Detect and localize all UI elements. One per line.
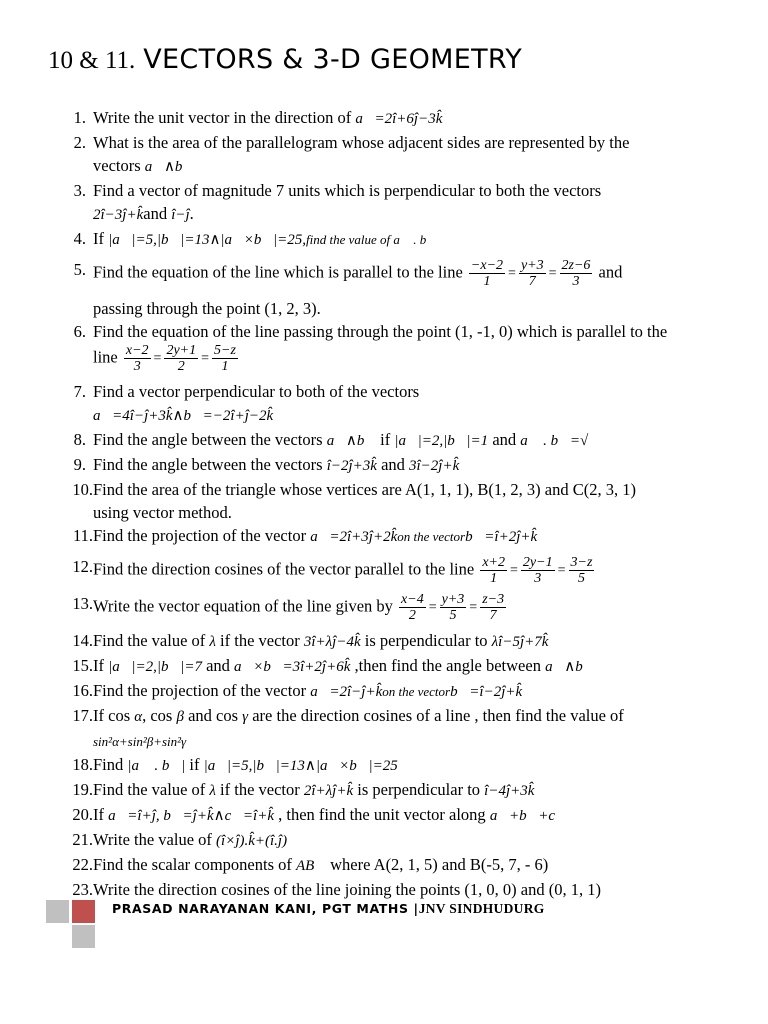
question-text: if the vector — [215, 631, 304, 650]
math-expression: λî−5ĵ+7k̂ — [491, 634, 549, 650]
question-text: Find the direction cosines of the vector parallel to the line — [93, 559, 479, 579]
math-expression: 3î−2ĵ+k̂ — [409, 458, 460, 474]
question-text: Find the projection of the vector — [93, 681, 311, 700]
footer-separator: | — [408, 901, 419, 916]
denominator: 5 — [577, 571, 585, 586]
chapter-title: VECTORS & 3-D GEOMETRY — [143, 44, 523, 75]
question-15 — [0, 654, 740, 679]
math-expression: γ — [242, 709, 249, 725]
question-text: and — [488, 430, 521, 449]
numerator: −x−2 — [470, 258, 504, 273]
numerator: 5−z — [214, 343, 236, 358]
question-number: 22. — [72, 855, 93, 874]
question-number: 6. — [73, 322, 86, 341]
question-text: and — [376, 455, 410, 474]
numerator: x−4 — [401, 592, 424, 607]
math-expression: a⃗∧b⃗ — [326, 433, 377, 449]
math-expression: a⃗=2î+3ĵ+2k̂ — [310, 529, 398, 545]
math-expression: |a⃗|=5,|b⃗|=13∧|a⃗×b⃗|=25, — [108, 232, 307, 248]
footer-credit — [112, 901, 545, 917]
question-text: Find the equation of the line which is parallel to the line — [93, 262, 467, 282]
question-number: 16. — [72, 681, 93, 700]
numerator: x−2 — [125, 343, 149, 358]
math-expression: b⃗=î−2ĵ+k̂ — [450, 684, 523, 700]
question-text: If — [93, 229, 109, 248]
question-text: Find the area of the triangle whose vertices are A(1, 1, 1), B(1, 2, 3) and C(2, 3, 1) — [93, 480, 636, 499]
question-text: where A(2, 1, 5) and B(-5, 7, - 6) — [326, 855, 549, 874]
question-text: if — [376, 430, 395, 449]
math-expression: a⃗∧b⃗ — [144, 159, 195, 175]
question-1 — [0, 106, 740, 131]
math-expression: |a⃗|=5,|b⃗|=13∧|a⃗×b⃗|=25 — [203, 758, 398, 774]
math-expression: β — [176, 709, 184, 725]
question-4 — [0, 227, 740, 252]
question-text: Find the value of — [93, 631, 210, 650]
numerator: 2z−6 — [561, 258, 591, 273]
chapter-number: 10 & 11. — [48, 47, 136, 74]
math-expression: a⃗=î+ĵ, b⃗=ĵ+k̂∧c⃗=î+k̂ — [108, 808, 274, 824]
numerator: y+3 — [520, 258, 544, 273]
math-expression: b⃗=î+2ĵ+k̂ — [465, 529, 538, 545]
math-expression: |a⃗|=2,|b⃗|=7 — [108, 659, 202, 675]
question-8 — [0, 428, 740, 453]
footer-grey-square-icon — [46, 900, 69, 923]
question-text: , cos — [142, 706, 177, 725]
math-expression: a⃗×b⃗=3î+2ĵ+6k̂ — [234, 659, 351, 675]
question-2 — [0, 131, 740, 179]
numerator: 2y−1 — [522, 555, 553, 570]
numerator: z−3 — [482, 592, 505, 607]
denominator: 7 — [528, 274, 536, 289]
fraction — [164, 343, 198, 374]
question-text: Find the angle between the vectors — [93, 455, 327, 474]
question-number: 14. — [72, 631, 93, 650]
math-expression: λ — [209, 783, 216, 799]
question-text: passing through the point (1, 2, 3). — [93, 299, 321, 318]
question-number: 1. — [73, 108, 86, 127]
fraction — [399, 592, 426, 623]
footer-red-square-icon — [72, 900, 95, 923]
footer-school: JNV SINDHUDURG — [418, 901, 545, 916]
numerator: y+3 — [441, 592, 465, 607]
question-text: If — [93, 805, 109, 824]
math-expression: a⃗=4î−ĵ+3k̂∧b⃗=−2î+ĵ−2k̂ — [93, 408, 274, 424]
question-text: Find the scalar components of — [93, 855, 296, 874]
fraction — [212, 343, 238, 374]
question-text: line — [93, 347, 122, 367]
question-6: 6. Find the equation of the line passing through the point (1, -1, 0) which is parallel to the line $\frac{x-2}{3}$ = $\frac{2y+1}{2}$ = $\frac{5-z}{1}$ — [0, 320, 740, 374]
math-expression: 2î+λĵ+k̂ — [303, 783, 354, 799]
question-number: 10. — [72, 480, 93, 499]
question-text: are the direction cosines of a line , then find the value of — [248, 706, 624, 725]
math-small-text: find the value of a⃗ . b⃗ — [306, 232, 437, 247]
question-text: . — [189, 204, 194, 223]
question-text: if — [185, 755, 204, 774]
question-text: and — [594, 262, 623, 282]
question-18 — [0, 753, 740, 778]
question-text: is perpendicular to — [360, 631, 492, 650]
question-20 — [0, 803, 740, 828]
question-text: Find a vector perpendicular to both of the vectors — [93, 382, 420, 401]
denominator: 5 — [449, 608, 457, 623]
numerator: x+2 — [482, 555, 506, 570]
math-expression: a⃗=2î−ĵ+k̂ — [310, 684, 383, 700]
question-text: Find the equation of the line passing through the point (1, -1, 0) which is parallel to the — [93, 322, 668, 341]
question-14 — [0, 623, 740, 654]
question-number: 18. — [72, 755, 93, 774]
denominator: 3 — [133, 359, 141, 374]
denominator: 3 — [572, 274, 580, 289]
math-expression: |a⃗ . b⃗| — [127, 758, 186, 774]
math-expression: a⃗∧b⃗ — [545, 659, 595, 675]
footer-grey-square-lower-icon — [72, 925, 95, 948]
math-expression: |a⃗|=2,|b⃗|=1 — [394, 433, 489, 449]
question-text: Write the unit vector in the direction of — [93, 108, 356, 127]
math-expression: (î×ĵ).k̂+(î.ĵ) — [216, 833, 288, 849]
denominator: 1 — [483, 274, 491, 289]
question-text: using vector method. — [93, 503, 232, 522]
fraction — [519, 258, 546, 289]
question-12: 12. Find the direction cosines of the vector parallel to the line $\frac{x+2}{1}$ = $\frac{2y-1}{3}$ = $\frac{3-z}{5}$ — [0, 549, 740, 586]
math-expression: î−4ĵ+3k̂ — [484, 783, 535, 799]
question-text: and cos — [183, 706, 243, 725]
question-text: ,then find the angle between — [350, 656, 546, 675]
denominator: 2 — [177, 359, 185, 374]
math-small-text: on the vector — [382, 684, 451, 699]
question-text: If — [93, 656, 109, 675]
question-number: 8. — [73, 430, 86, 449]
question-text: is perpendicular to — [353, 780, 485, 799]
question-text: Write the direction cosines of the line joining the points (1, 0, 0) and (0, 1, 1) — [93, 880, 601, 899]
fraction — [469, 258, 505, 289]
question-number: 12. — [72, 557, 93, 576]
denominator: 3 — [534, 571, 542, 586]
question-11 — [0, 524, 740, 549]
question-text: Find the angle between the vectors — [93, 430, 327, 449]
fraction — [560, 258, 593, 289]
question-text: Write the value of — [93, 830, 217, 849]
question-number: 2. — [73, 133, 86, 152]
math-expression: 3î+λĵ−4k̂ — [303, 634, 361, 650]
math-expression: a⃗=2î+6ĵ−3k̂ — [355, 111, 443, 127]
math-expression: a⃗ . b⃗=√❑ — [520, 433, 600, 449]
question-number: 9. — [73, 455, 86, 474]
footer-author: PRASAD NARAYANAN KANI, PGT MATHS — [112, 901, 409, 916]
question-10 — [0, 478, 740, 524]
fraction — [124, 343, 151, 374]
question-text: and — [201, 656, 235, 675]
question-number: 3. — [73, 181, 86, 200]
math-small-text: on the vector — [397, 529, 466, 544]
math-expression: λ — [209, 634, 216, 650]
question-19 — [0, 778, 740, 803]
question-text: Find the projection of the vector — [93, 526, 311, 545]
question-number: 19. — [72, 780, 93, 799]
question-text: Find — [93, 755, 128, 774]
question-number: 15. — [72, 656, 93, 675]
question-text: Find the value of — [93, 780, 210, 799]
question-number: 5. — [73, 260, 86, 279]
question-text: and — [143, 204, 172, 223]
question-number: 4. — [73, 229, 86, 248]
question-9 — [0, 453, 740, 478]
question-text: Write the vector equation of the line given by — [93, 596, 398, 616]
numerator: 2y+1 — [166, 343, 197, 358]
fraction — [569, 555, 595, 586]
question-number: 21. — [72, 830, 93, 849]
question-text: vectors — [93, 156, 145, 175]
denominator: 1 — [490, 571, 498, 586]
question-13: 13. Write the vector equation of the line given by $\frac{x-4}{2}$ = $\frac{y+3}{5}$ = $\frac{z-3}{7}$ — [0, 586, 740, 623]
fraction — [440, 592, 467, 623]
question-number: 23. — [72, 880, 93, 899]
fraction — [521, 555, 555, 586]
question-number: 17. — [72, 706, 93, 725]
question-22 — [0, 853, 740, 878]
math-expression: 2î−3ĵ+k̂ — [93, 207, 144, 223]
math-expression: α — [134, 709, 143, 725]
fraction — [480, 592, 506, 623]
question-16 — [0, 679, 740, 704]
question-7 — [0, 374, 740, 428]
question-number: 7. — [73, 382, 86, 401]
question-text: , then find the unit vector along — [273, 805, 490, 824]
question-text: if the vector — [215, 780, 304, 799]
question-number: 13. — [72, 594, 93, 613]
denominator: 7 — [489, 608, 497, 623]
question-text: What is the area of the parallelogram whose adjacent sides are represented by the — [93, 133, 630, 152]
question-21 — [0, 828, 740, 853]
question-number: 20. — [72, 805, 93, 824]
question-text: If cos — [93, 706, 135, 725]
fraction — [480, 555, 507, 586]
question-3 — [0, 179, 740, 227]
numerator: 3−z — [570, 555, 593, 570]
math-expression: î−2ĵ+3k̂ — [326, 458, 377, 474]
question-17 — [0, 704, 740, 753]
question-number: 11. — [72, 526, 93, 545]
question-5: 5. Find the equation of the line which is parallel to the line $\frac{-x-2}{1}$ = $\frac{y+3}{7}$ = $\frac{2z-6}{3}$ and passing through the point (1, 2, 3). — [0, 252, 740, 320]
denominator: 1 — [221, 359, 229, 374]
denominator: 2 — [408, 608, 416, 623]
question-23 — [0, 878, 740, 901]
question-text: Find a vector of magnitude 7 units which is perpendicular to both the vectors — [93, 181, 602, 200]
math-expression: a⃗+b⃗+c⃗ — [489, 808, 567, 824]
math-expression: sin²α+sin²β+sin²γ — [93, 734, 187, 749]
math-expression: AB⃗ — [296, 858, 326, 874]
page-heading — [48, 44, 522, 75]
math-expression: î−ĵ — [171, 207, 190, 223]
question-list — [0, 106, 740, 901]
